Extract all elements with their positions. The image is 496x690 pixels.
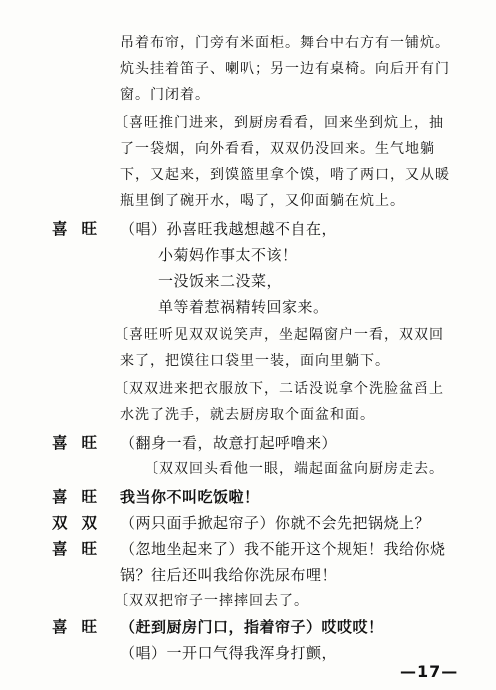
stage-direction-line: 窗。门闭着。 bbox=[120, 87, 210, 103]
dialogue-line: （翻身一看，故意打起呼噜来） bbox=[120, 434, 338, 452]
dialogue-line: 我当你不叫吃饭啦！ bbox=[120, 488, 260, 506]
dialogue-line: （忽地坐起来了）我不能开这个规矩！我给你烧 bbox=[120, 540, 446, 558]
dialogue-line: （赶到厨房门口，指着帘子）哎哎哎！ bbox=[120, 618, 384, 636]
speaker-label: 喜旺 bbox=[52, 219, 112, 238]
stage-direction-line: 了一袋烟，向外看看，双双仍没回来。生气地躺 bbox=[120, 141, 435, 157]
stage-direction-line: 来了，把馍往口袋里一装，面向里躺下。 bbox=[120, 353, 390, 369]
stage-direction-line: 吊着布帘，门旁有米面柜。舞台中右方有一铺炕。 bbox=[120, 35, 450, 51]
speaker-label: 喜旺 bbox=[52, 617, 112, 636]
dialogue-line: 锅？往后还叫我给你洗尿布哩！ bbox=[120, 566, 338, 584]
speaker-label: 喜旺 bbox=[52, 433, 112, 452]
song-lyric-line: 单等着惹祸精转回家来。 bbox=[158, 298, 329, 316]
speaker-label: 双双 bbox=[52, 513, 112, 532]
song-lyric-line: 小菊妈作事太不该！ bbox=[158, 246, 298, 264]
stage-direction-line: 〔喜旺听见双双说笑声，坐起隔窗户一看，双双回 bbox=[114, 327, 444, 343]
song-lyric-line: 一没饭来二没菜， bbox=[158, 272, 283, 290]
page-number: —17— bbox=[400, 662, 459, 681]
stage-direction-line: 〔双双把帘子一摔摔回去了。 bbox=[114, 593, 309, 609]
stage-direction-line: 瓶里倒了碗开水，喝了，又仰面躺在炕上。 bbox=[120, 193, 405, 209]
dialogue-line: （两只面手掀起帘子）你就不会先把锅烧上？ bbox=[120, 514, 431, 532]
dialogue-line: （唱）一开口气得我浑身打颤， bbox=[120, 644, 338, 662]
stage-direction-line: 炕头挂着笛子、喇叭；另一边有桌椅。向后开有门 bbox=[120, 61, 450, 77]
dialogue-line: （唱）孙喜旺我越想越不自在， bbox=[120, 220, 338, 238]
stage-direction-line: 〔喜旺推门进来，到厨房看看，回来坐到炕上，抽 bbox=[114, 115, 444, 131]
stage-direction-line: 水洗了洗手，就去厨房取个面盆和面。 bbox=[120, 407, 375, 423]
stage-direction-line: 〔双双进来把衣服放下，二话没说拿个洗脸盆舀上 bbox=[114, 381, 444, 397]
speaker-label: 喜旺 bbox=[52, 539, 112, 558]
stage-direction-line: 下，又起来，到馍篮里拿个馍，啃了两口，又从暖 bbox=[120, 167, 450, 183]
stage-direction-line: 〔双双回头看他一眼，端起面盆向厨房走去。 bbox=[144, 461, 444, 477]
speaker-label: 喜旺 bbox=[52, 487, 112, 506]
